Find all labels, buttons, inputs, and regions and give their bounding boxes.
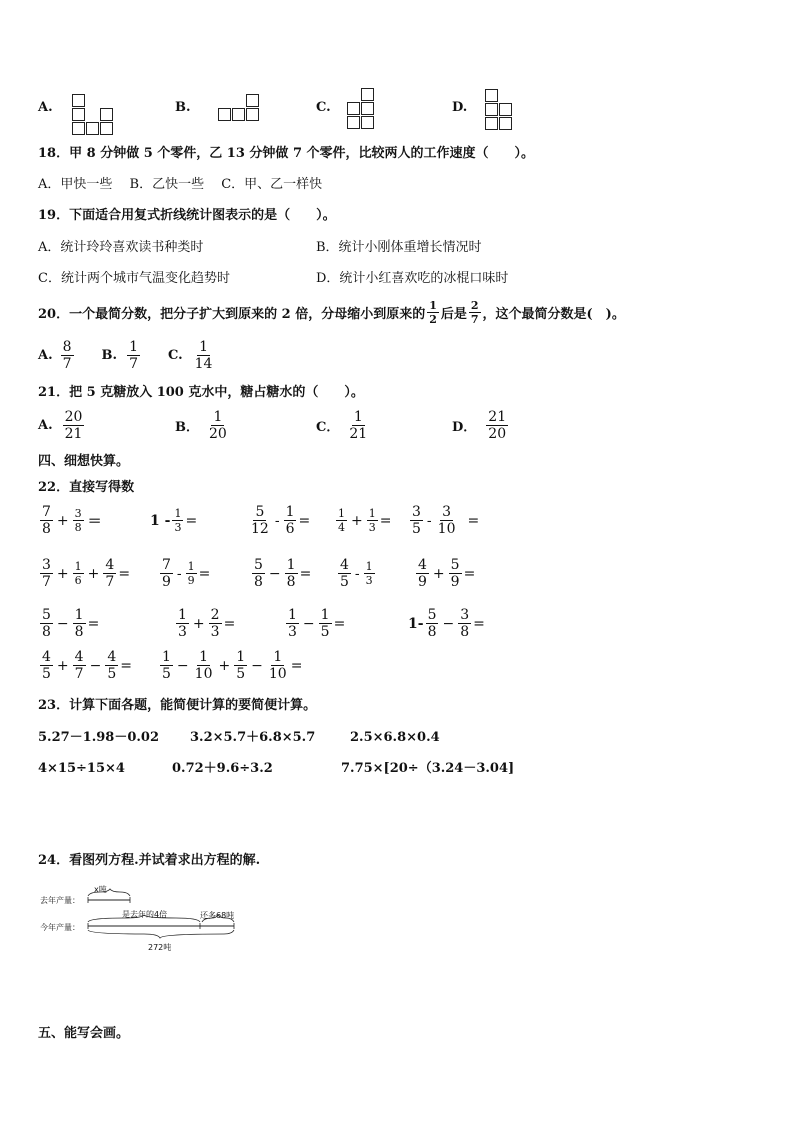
segment-diagram <box>84 888 244 944</box>
q20-options: A. $\frac{8}{7}$ B. $\frac{1}{7}$ C. $\frac{1}{14}$ <box>38 339 213 372</box>
q22-expr-15: $\frac{4}{5}$ + $\frac{4}{7}$ − $\frac{4}{5}$ = <box>42 649 132 682</box>
total-label: 272吨 <box>148 943 172 952</box>
q23-item-1: 5.27－1.98－0.02 <box>38 730 159 745</box>
q23-item-6: 7.75×[20÷（3.24－3.04] <box>341 761 515 776</box>
q19-option-a: A．统计玲玲喜欢读书种类时 <box>38 240 204 255</box>
q22-expr-12: $\frac{1}{3}$ + $\frac{2}{3}$ = <box>178 607 236 640</box>
fraction: $\frac{1}{21}$ <box>349 409 368 442</box>
q22-expr-8: $\frac{5}{8}$ − $\frac{1}{8}$ = <box>254 557 312 590</box>
fraction: $\frac{1}{20}$ <box>209 409 227 442</box>
fraction: $\frac{1}{2}$ <box>429 299 437 326</box>
fraction: $\frac{21}{20}$ <box>488 409 507 442</box>
q23-stem: 23．计算下面各题，能简便计算的要简便计算。 <box>38 698 317 713</box>
last-year-label: 去年产量： <box>40 896 80 905</box>
x-ton-label: x吨 <box>94 885 107 894</box>
q24-stem: 24．看图列方程.并试着求出方程的解. <box>38 853 261 868</box>
q22-expr-11: $\frac{5}{8}$ − $\frac{1}{8}$ = <box>42 607 100 640</box>
q22-expr-13: $\frac{1}{3}$ − $\frac{1}{5}$ = <box>288 607 346 640</box>
q22-expr-9: $\frac{4}{5}$ - $\frac{1}{3}$ <box>340 557 373 590</box>
q22-expr-1: $\frac{7}{8}$ + $\frac{3}{8}$ ＝ <box>42 504 102 537</box>
more-68-label: 还多68吨 <box>200 911 235 920</box>
fraction: $\frac{1}{14}$ <box>194 339 213 372</box>
fraction: $\frac{2}{7}$ <box>470 299 479 326</box>
q17-option-a-label: A. <box>38 100 53 115</box>
q19-option-d: D．统计小红喜欢吃的冰棍口味时 <box>316 271 509 286</box>
q17-option-b-label: B. <box>175 100 191 115</box>
q22-expr-5: $\frac{3}{5}$ - $\frac{3}{10}$ = <box>412 504 480 537</box>
q23-item-4: 4×15÷15×4 <box>38 761 125 776</box>
q22-expr-14: 1- $\frac{5}{8}$ − $\frac{3}{8}$ = <box>408 607 485 640</box>
fraction: $\frac{1}{7}$ <box>129 339 138 372</box>
q22-expr-3: $\frac{5}{12}$ - $\frac{1}{6}$ = <box>251 504 311 537</box>
q22-expr-6: $\frac{3}{7}$ + $\frac{1}{6}$ + $\frac{4}{7}$ = <box>42 557 131 590</box>
q22-expr-10: $\frac{4}{9}$ + $\frac{5}{9}$ = <box>418 557 476 590</box>
q17-option-c-figure <box>347 88 379 136</box>
q18-options: A．甲快一些 B．乙快一些 C．甲、乙一样快 <box>38 177 323 192</box>
q22-expr-16: $\frac{1}{5}$ − $\frac{1}{10}$ + $\frac{1}{5}$ − $\frac{1}{10}$ = <box>162 649 303 682</box>
q19-option-c: C．统计两个城市气温变化趋势时 <box>38 271 230 286</box>
q22-expr-4: $\frac{1}{4}$ + $\frac{1}{3}$ = <box>338 507 392 534</box>
q23-item-3: 2.5×6.8×0.4 <box>350 730 440 745</box>
q17-option-a-figure <box>72 94 117 136</box>
fraction: $\frac{8}{7}$ <box>62 339 72 372</box>
times-four-label: 是去年的4倍 <box>122 910 168 919</box>
section-4-heading: 四、细想快算。 <box>38 454 130 469</box>
fraction: $\frac{20}{21}$ <box>64 409 83 442</box>
q23-item-2: 3.2×5.7＋6.8×5.7 <box>190 730 316 745</box>
q19-stem: 19．下面适合用复式折线统计图表示的是（ ）。 <box>38 208 336 223</box>
q21-stem: 21．把 5 克糖放入 100 克水中，糖占糖水的（ ）。 <box>38 385 364 400</box>
q22-expr-2: 1 - $\frac{1}{3}$ = <box>150 507 198 534</box>
q17-option-b-figure <box>218 94 263 124</box>
section-5-heading: 五、能写会画。 <box>38 1026 130 1041</box>
q22-expr-7: $\frac{7}{9}$ - $\frac{1}{9}$ = <box>162 557 211 590</box>
q18-stem: 18．甲 8 分钟做 5 个零件，乙 13 分钟做 7 个零件，比较两人的工作速度（ ）。 <box>38 146 535 161</box>
q17-option-d-figure <box>485 89 517 133</box>
q22-stem: 22．直接写得数 <box>38 480 135 495</box>
q17-option-c-label: C. <box>316 100 331 115</box>
q17-option-d-label: D. <box>452 100 468 115</box>
q19-option-b: B．统计小刚体重增长情况时 <box>316 240 482 255</box>
this-year-label: 今年产量： <box>40 923 80 932</box>
q20-stem: 20．一个最简分数，把分子扩大到原来的 2 倍，分母缩小到原来的 $\frac{1}{2}$ 后是 $\frac{2}{7}$ ，这个最简分数是( )。 <box>38 299 625 326</box>
q23-item-5: 0.72＋9.6÷3.2 <box>172 761 273 776</box>
